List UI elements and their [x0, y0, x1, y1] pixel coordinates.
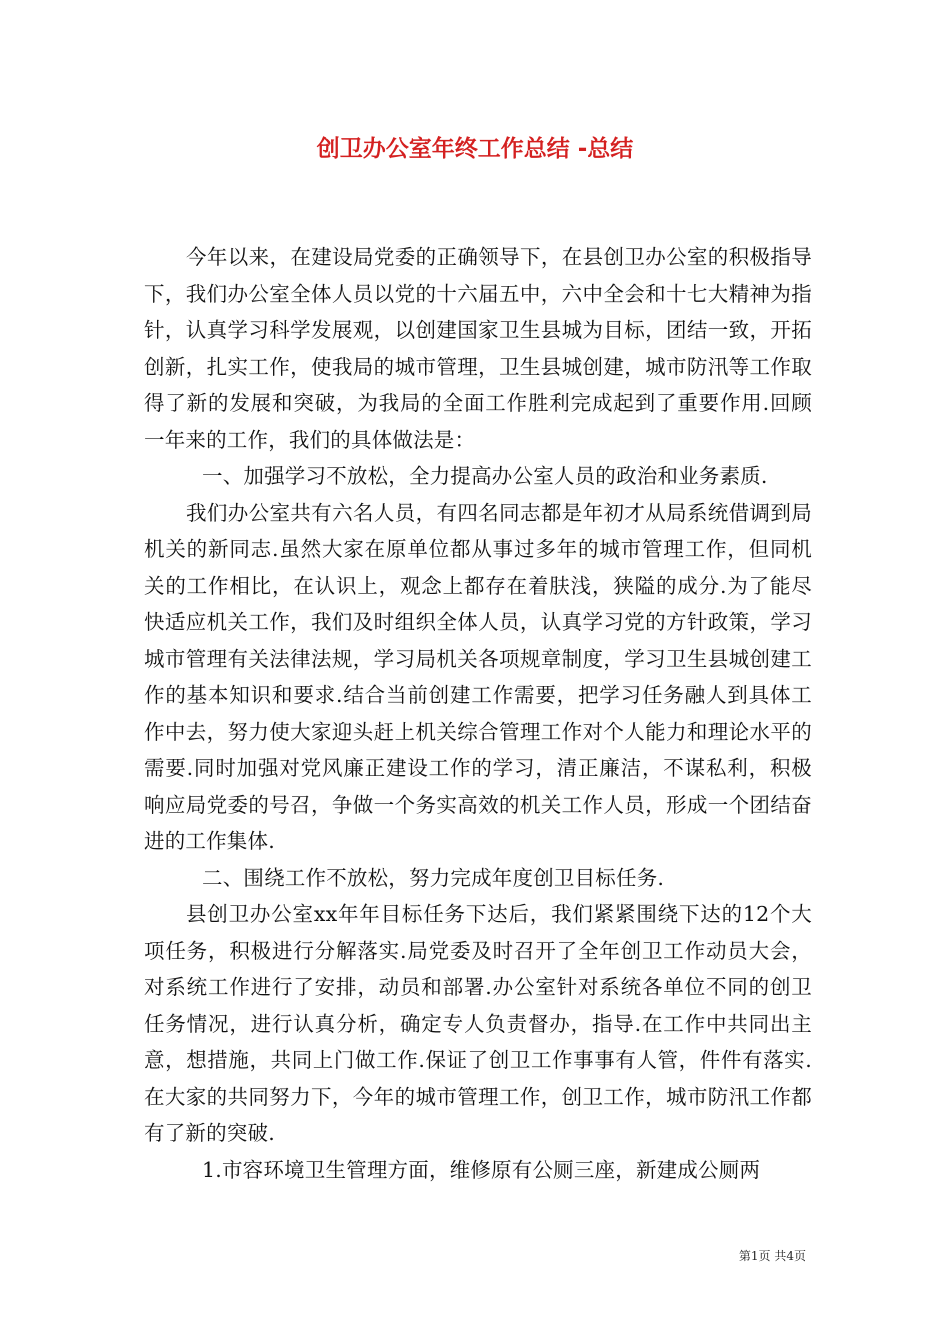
- section-heading-1: 一、加强学习不放松，全力提高办公室人员的政治和业务素质.: [202, 464, 768, 488]
- page-title: 创卫办公室年终工作总结 -总结: [316, 136, 634, 162]
- page-number: 第1页 共4页: [738, 1249, 806, 1263]
- list-item-1: 1.市容环境卫生管理方面，维修原有公厕三座，新建成公厕两: [202, 1157, 761, 1182]
- section-2-paragraph: 县创卫办公室xx年年目标任务下达后，我们紧紧围绕下达的12个大项任务，积极进行分解落实.局党委及时召开了全年创卫工作动员大会，对系统工作进行了安排，动员和部署.办公室针对系统各单位不同的创卫任务情况，进行认真分析，确定专人负责督办，指导.在工作中共同出主意，想措施，共同上门做工作.保证了创卫工作事事有人管，件件有落实.在大家的共同努力下，今年的城市管理工作，创卫工作，城市防汛工作都有了新的突破.: [144, 902, 813, 1145]
- section-heading-2: 二、围绕工作不放松，努力完成年度创卫目标任务.: [202, 865, 665, 890]
- section-1-paragraph: 我们办公室共有六名人员，有四名同志都是年初才从局系统借调到局机关的新同志.虽然大家在原单位都从事过多年的城市管理工作，但同机关的工作相比，在认识上，观念上都存在着肤浅，狭隘的成分.为了能尽快适应机关工作，我们及时组织全体人员，认真学习党的方针政策，学习城市管理有关法律法规，学习局机关各项规章制度，学习卫生县城创建工作的基本知识和要求.结合当前创建工作需要，把学习任务融人到具体工作中去，努力使大家迎头赶上机关综合管理工作对个人能力和理论水平的需要.同时加强对党风廉正建设工作的学习，清正廉洁，不谋私利，积极响应局党委的号召，争做一个务实高效的机关工作人员，形成一个团结奋进的工作集体.: [144, 500, 812, 853]
- intro-paragraph: 今年以来，在建设局党委的正确领导下，在县创卫办公室的积极指导下，我们办公室全体人员以党的十六届五中，六中全会和十七大精神为指针，认真学习科学发展观，以创建国家卫生县城为目标，团结一致，开拓创新，扎实工作，使我局的城市管理，卫生县城创建，城市防汛等工作取得了新的发展和突破，为我局的全面工作胜利完成起到了重要作用.回顾一年来的工作，我们的具体做法是：: [144, 245, 812, 452]
- document-body: [144, 239, 812, 1188]
